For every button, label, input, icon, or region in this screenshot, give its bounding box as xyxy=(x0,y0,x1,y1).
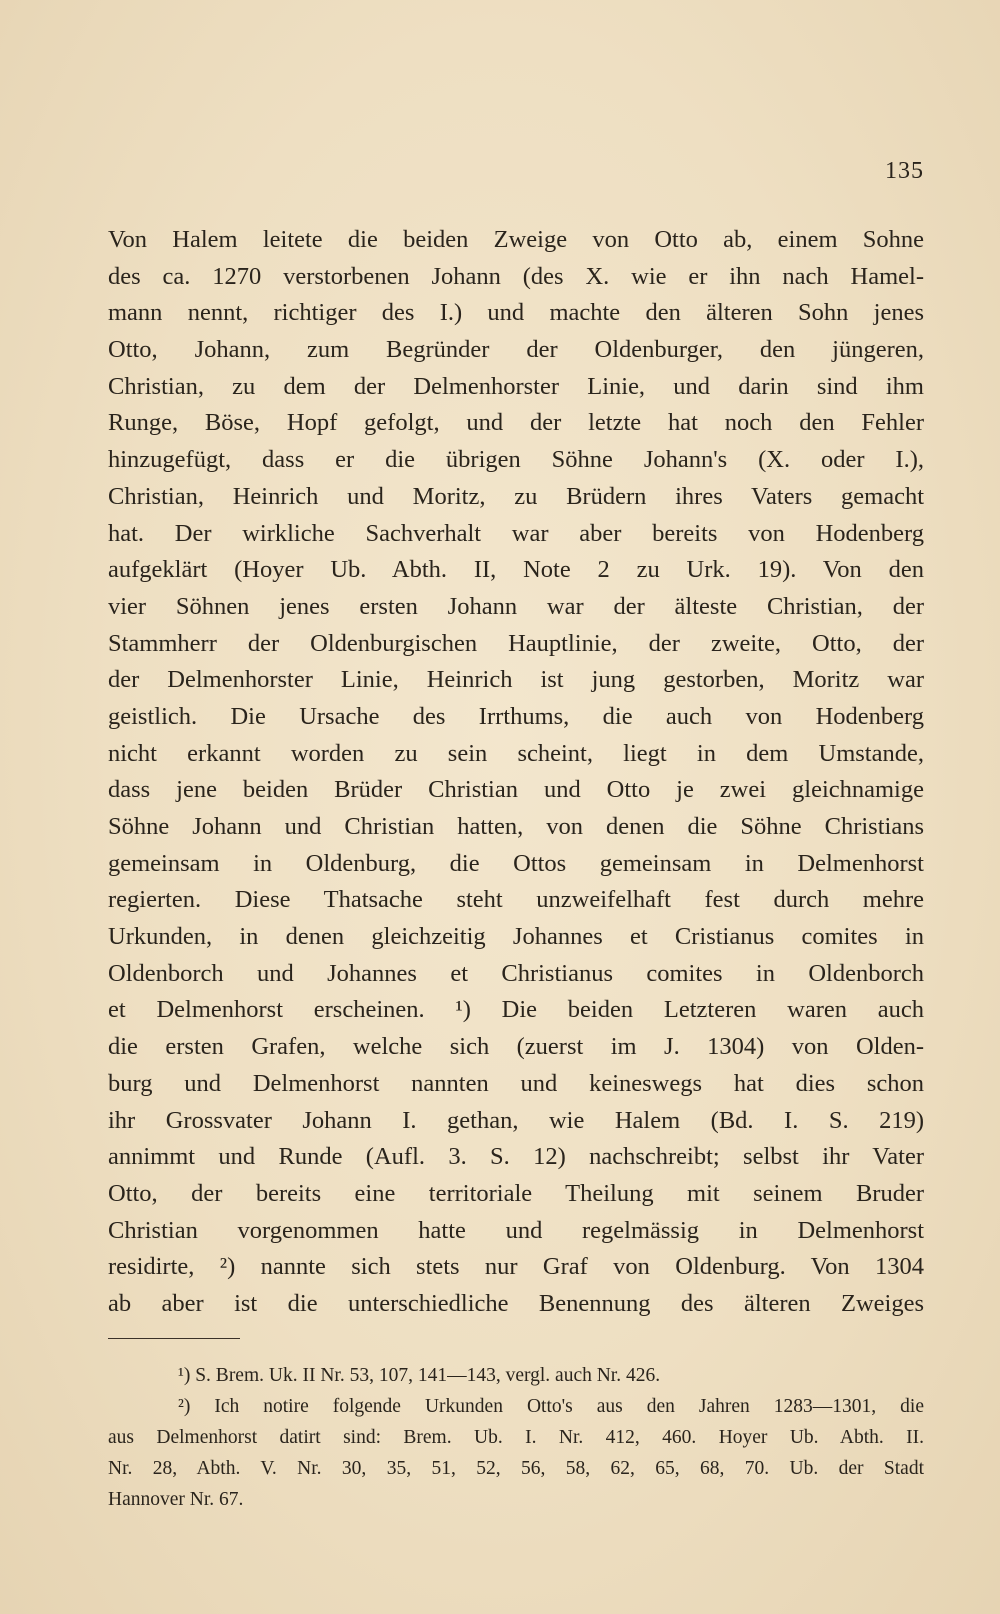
body-line: aufgeklärt (Hoyer Ub. Abth. II, Note 2 zu Urk. 19). Von den xyxy=(108,556,924,584)
body-line: Von Halem leitete die beiden Zweige von Otto ab, einem Sohne xyxy=(108,226,924,253)
body-line: Söhne Johann und Christian hatten, von denen die Söhne Christians xyxy=(108,813,924,840)
footnote-2-line: ²) Ich notire folgende Urkunden Otto's aus den Jahren 1283—1301, die xyxy=(178,1396,924,1417)
body-line: Oldenborch und Johannes et Christianus comites in Oldenborch xyxy=(108,959,924,987)
body-line: Runge, Böse, Hopf gefolgt, und der letzte hat noch den Fehler xyxy=(108,409,924,437)
footnote-2-line: Nr. 28, Abth. V. Nr. 30, 35, 51, 52, 56, 58, 62, 65, 68, 70. Ub. der Stadt xyxy=(108,1458,924,1479)
body-line: Otto, Johann, zum Begründer der Oldenburger, den jüngeren, xyxy=(108,336,924,364)
body-line: vier Söhnen jenes ersten Johann war der älteste Christian, der xyxy=(108,592,924,620)
body-line: geistlich. Die Ursache des Irrthums, die auch von Hodenberg xyxy=(108,702,924,730)
body-line: hinzugefügt, dass er die übrigen Söhne Johann's (X. oder I.), xyxy=(108,446,924,474)
footnote-2-line: Hannover Nr. 67. xyxy=(108,1489,244,1510)
footnotes xyxy=(108,1360,924,1515)
body-line: ab aber ist die unterschiedliche Benennung des älteren Zweiges xyxy=(108,1289,924,1317)
body-line: Otto, der bereits eine territoriale Theilung mit seinem Bruder xyxy=(108,1179,924,1207)
body-line: Christian, zu dem der Delmenhorster Linie, und darin sind ihm xyxy=(108,372,924,400)
body-line: mann nennt, richtiger des I.) und machte den älteren Sohn jenes xyxy=(108,299,924,327)
body-line: Urkunden, in denen gleichzeitig Johannes et Cristianus comites in xyxy=(108,923,924,951)
body-line: burg und Delmenhorst nannten und keineswegs hat dies schon xyxy=(108,1069,924,1097)
footnote-1: ¹) S. Brem. Uk. II Nr. 53, 107, 141—143, vergl. auch Nr. 426. xyxy=(178,1365,661,1386)
body-line: hat. Der wirkliche Sachverhalt war aber bereits von Hodenberg xyxy=(108,519,924,547)
footnote-divider xyxy=(108,1338,240,1339)
body-line: die ersten Grafen, welche sich (zuerst im J. 1304) von Olden- xyxy=(108,1033,924,1061)
body-line: der Delmenhorster Linie, Heinrich ist jung gestorben, Moritz war xyxy=(108,666,924,694)
body-line: nicht erkannt worden zu sein scheint, liegt in dem Umstande, xyxy=(108,739,924,767)
footnote-2-line: aus Delmenhorst datirt sind: Brem. Ub. I. Nr. 412, 460. Hoyer Ub. Abth. II. xyxy=(108,1427,924,1448)
body-line: regierten. Diese Thatsache steht unzweifelhaft fest durch mehre xyxy=(108,886,924,914)
body-line: Stammherr der Oldenburgischen Hauptlinie, der zweite, Otto, der xyxy=(108,629,924,657)
body-line: ihr Grossvater Johann I. gethan, wie Halem (Bd. I. S. 219) xyxy=(108,1106,924,1134)
body-line: Christian, Heinrich und Moritz, zu Brüdern ihres Vaters gemacht xyxy=(108,482,924,510)
body-line: gemeinsam in Oldenburg, die Ottos gemeinsam in Delmenhorst xyxy=(108,849,924,877)
page-number: 135 xyxy=(885,158,924,184)
body-line: dass jene beiden Brüder Christian und Otto je zwei gleichnamige xyxy=(108,776,924,804)
body-line: annimmt und Runde (Aufl. 3. S. 12) nachschreibt; selbst ihr Vater xyxy=(108,1143,924,1171)
body-text xyxy=(108,222,924,1323)
body-line: residirte, ²) nannte sich stets nur Graf von Oldenburg. Von 1304 xyxy=(108,1253,924,1281)
body-line: des ca. 1270 verstorbenen Johann (des X. wie er ihn nach Hamel- xyxy=(108,262,924,290)
body-line: Christian vorgenommen hatte und regelmässig in Delmenhorst xyxy=(108,1216,924,1244)
body-line: et Delmenhorst erscheinen. ¹) Die beiden Letzteren waren auch xyxy=(108,996,924,1024)
